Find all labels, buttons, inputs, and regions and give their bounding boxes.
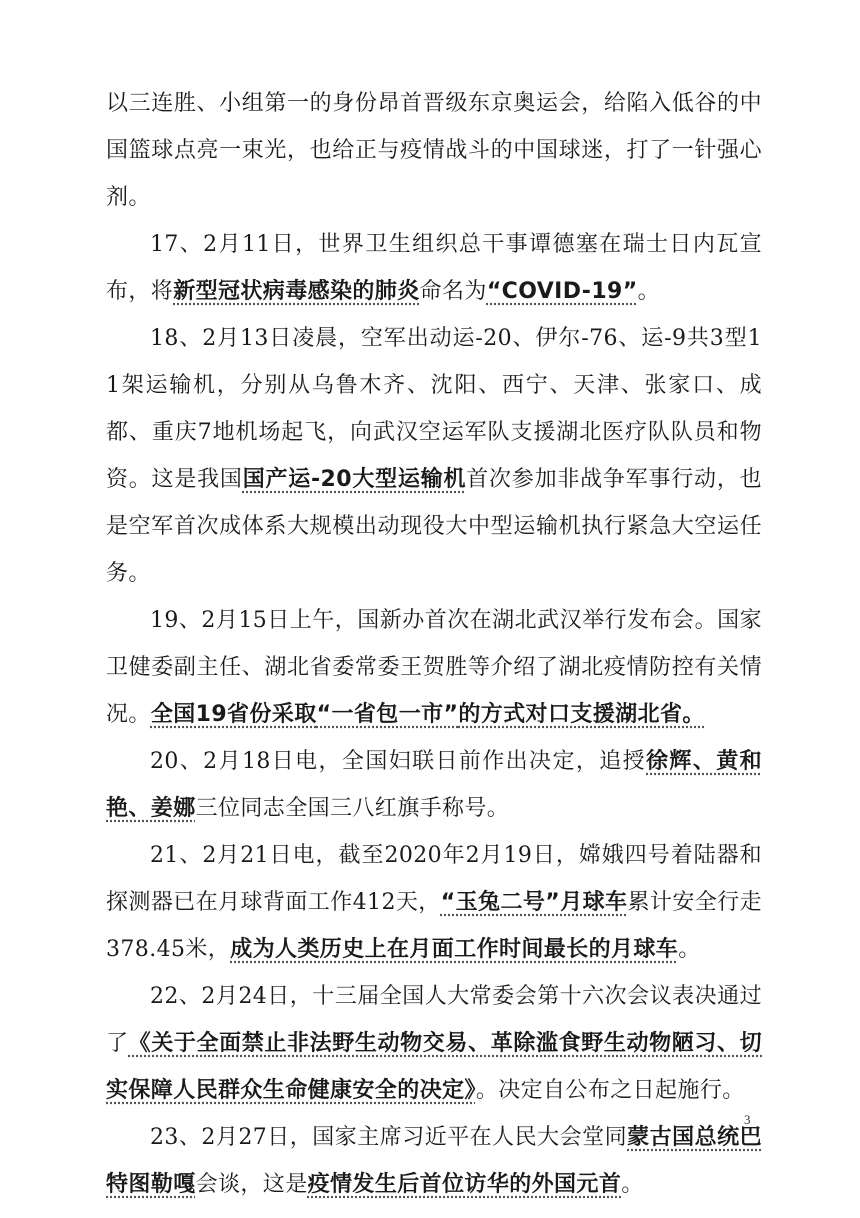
paragraph-item-20 — [106, 738, 762, 832]
emphasized-text: 国产运-20大型运输机 — [242, 467, 467, 492]
emphasized-text: “玉兔二号”月球车 — [440, 890, 628, 915]
paragraph-item-19 — [106, 597, 762, 738]
text-run: 19、2月15日上午，国新办首次在湖北武汉举行发布会。国家卫健委副主任、湖北省委常委王贺胜等介绍了湖北疫情防控有关情况。 — [106, 608, 762, 727]
page-number: 3 — [744, 1112, 751, 1127]
text-run: 。 — [621, 1172, 644, 1197]
text-run: 22、2月24日，十三届全国人大常委会第十六次会议表决通过了 — [106, 984, 762, 1056]
emphasized-text: 全国19省份采取 — [150, 702, 317, 727]
emphasized-text: 成为人类历史上在月面工作时间最长的月球车 — [230, 937, 679, 962]
text-run: 命名为 — [419, 279, 487, 304]
paragraph-item-23 — [106, 1114, 762, 1208]
paragraph-item-21 — [106, 832, 762, 973]
document-page — [106, 80, 762, 1208]
emphasized-text: 蒙古国总统巴特图勒嘎 — [106, 1125, 763, 1197]
text-run: 18、2月13日凌晨，空军出动运-20、伊尔-76、运-9共3型11架运输机，分别从乌鲁木齐、沈阳、西宁、天津、张家口、成都、重庆7地机场起飞，向武汉空运军队支援湖北医疗队队员和物资。这是我国 — [106, 326, 762, 492]
paragraph-item-18 — [106, 315, 762, 597]
paragraph-item-17 — [106, 221, 762, 315]
paragraph-item-22 — [106, 973, 762, 1114]
emphasized-text: “COVID-19” — [486, 279, 638, 304]
text-run: 会谈，这是 — [195, 1172, 308, 1197]
text-run: 累计安全行走378.45米， — [106, 890, 762, 962]
text-run: 三位同志全国三八红旗手称号。 — [195, 796, 510, 821]
text-run: 。 — [637, 279, 661, 304]
emphasized-text: 疫情发生后首位访华的外国元首 — [307, 1172, 622, 1197]
emphasized-text: 的方式对口支援湖北省。 — [458, 702, 705, 727]
text-run: 23、2月27日，国家主席习近平在人民大会堂同 — [150, 1125, 628, 1150]
text-run: 20、2月18日电，全国妇联日前作出决定，追授 — [150, 749, 647, 774]
emphasized-text: “一省包一市” — [316, 702, 459, 727]
paragraph-continued — [106, 80, 762, 221]
emphasized-text: 新型冠状病毒感染的肺炎 — [173, 279, 420, 304]
text-run: 。决定自公布之日起施行。 — [475, 1078, 745, 1103]
text-run: 21、2月21日电，截至2020年2月19日，嫦娥四号着陆器和探测器已在月球背面工作412天， — [106, 843, 762, 915]
emphasized-text: 《关于全面禁止非法野生动物交易、革除滥食野生动物陋习、切实保障人民群众生命健康安全的决定》 — [106, 1031, 763, 1103]
text-run: 以三连胜、小组第一的身份昂首晋级东京奥运会，给陷入低谷的中国篮球点亮一束光，也给正与疫情战斗的中国球迷，打了一针强心剂。 — [106, 91, 762, 210]
text-run: 首次参加非战争军事行动，也是空军首次成体系大规模出动现役大中型运输机执行紧急大空运任务。 — [106, 467, 762, 586]
text-run: 。 — [678, 937, 701, 962]
emphasized-text: 徐辉、黄和艳、姜娜 — [106, 749, 762, 821]
text-run: 17、2月11日，世界卫生组织总干事谭德塞在瑞士日内瓦宣布，将 — [106, 232, 762, 304]
